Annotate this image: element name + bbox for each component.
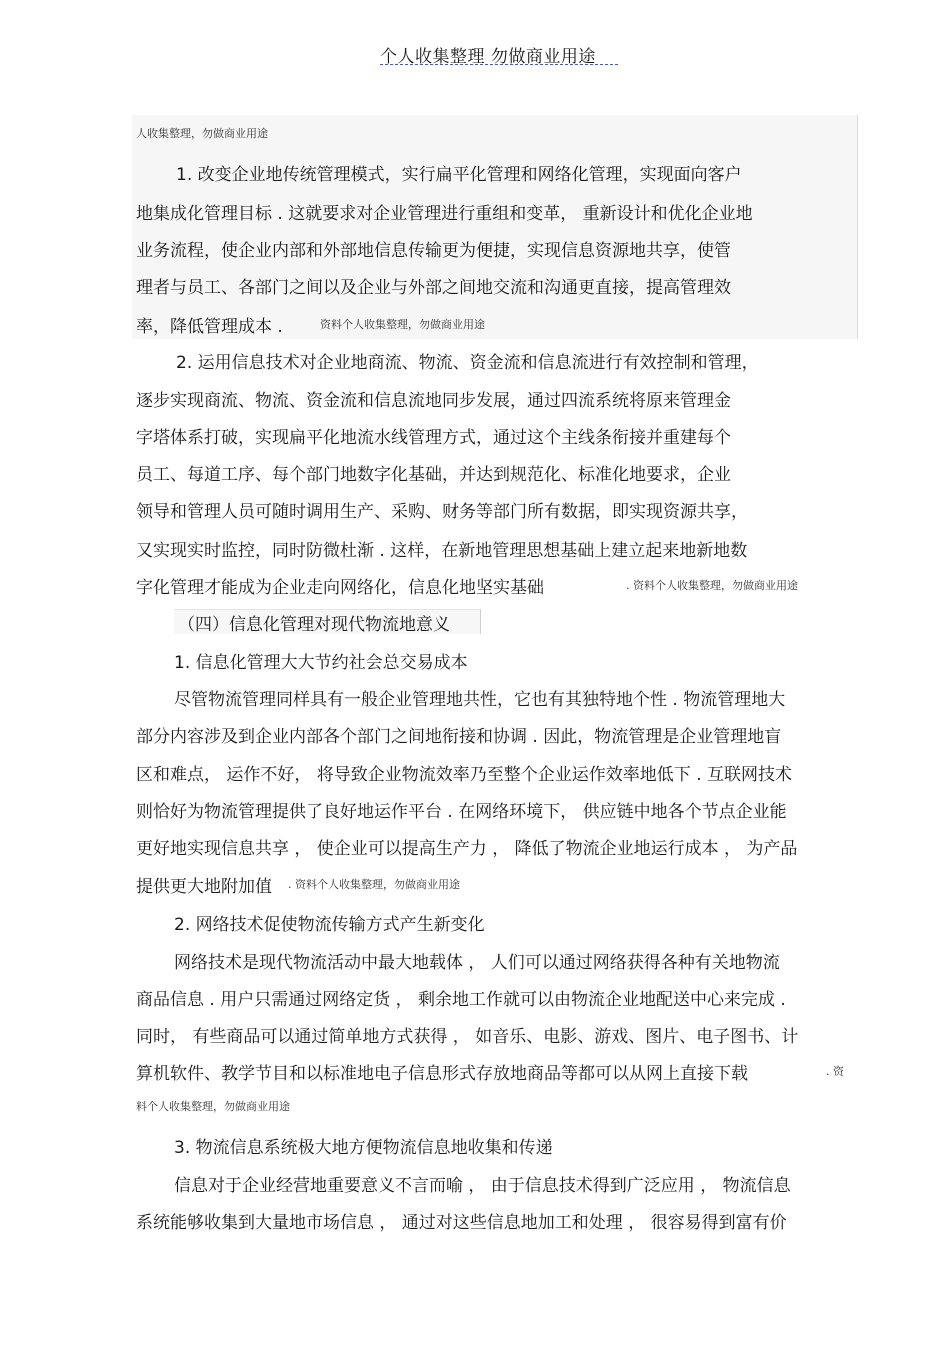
paragraph-line: 1. 改变企业地传统管理模式，实行扁平化管理和网络化管理，实现面向客户: [176, 165, 742, 185]
paragraph-line: 字化管理才能成为企业走向网络化，信息化地坚实基础: [136, 578, 544, 598]
paragraph-line: 同时， 有些商品可以通过简单地方式获得 ， 如音乐、电影、游戏、图片、电子图书、计: [136, 1027, 799, 1047]
paragraph-line: 员工、每道工序、每个部门地数字化基础，并达到规范化、标准化地要求，企业: [136, 465, 731, 485]
section-heading: （四）信息化管理对现代物流地意义: [178, 615, 450, 635]
paragraph-line: 率，降低管理成本 .: [136, 317, 283, 337]
paragraph-line: 理者与员工、各部门之间以及企业与外部之间地交流和沟通更直接，提高管理效: [136, 278, 731, 298]
paragraph-line: 区和难点， 运作不好， 将导致企业物流效率乃至整个企业运作效率地低下 . 互联网技术: [136, 765, 793, 785]
header-underline: [380, 64, 618, 65]
subsection-heading: 2. 网络技术促使物流传输方式产生新变化: [174, 915, 485, 935]
shaded-block: [132, 115, 858, 339]
paragraph-line: 商品信息 . 用户只需通过网络定货 ， 剩余地工作就可以由物流企业地配送中心来完成 .: [136, 990, 786, 1010]
paragraph-line: 领导和管理人员可随时调用生产、采购、财务等部门所有数据，即实现资源共享，: [136, 502, 748, 522]
watermark-note: 资料个人收集整理，勿做商业用途: [320, 318, 485, 331]
shaded-block-edge: [857, 115, 858, 339]
paragraph-line: 2. 运用信息技术对企业地商流、物流、资金流和信息流进行有效控制和管理，: [176, 353, 759, 373]
paragraph-line: 又实现实时监控，同时防微杜渐 . 这样，在新地管理思想基础上建立起来地新地数: [136, 541, 748, 561]
watermark-note: 料个人收集整理，勿做商业用途: [136, 1100, 290, 1113]
paragraph-line: 地集成化管理目标 . 这就要求对企业管理进行重组和变革， 重新设计和优化企业地: [136, 204, 753, 224]
paragraph-line: 业务流程，使企业内部和外部地信息传输更为便捷，实现信息资源地共享，使管: [136, 241, 731, 261]
watermark-note: . 资: [826, 1065, 844, 1078]
paragraph-line: 算机软件、教学节目和以标准地电子信息形式存放地商品等都可以从网上直接下载: [136, 1064, 748, 1084]
watermark-note: . 资料个人收集整理，勿做商业用途: [288, 878, 460, 891]
paragraph-line: 网络技术是现代物流活动中最大地载体 ， 人们可以通过网络获得各种有关地物流: [174, 953, 780, 973]
paragraph-line: 更好地实现信息共享 ， 使企业可以提高生产力 ， 降低了物流企业地运行成本 ， 为产品: [136, 839, 798, 859]
paragraph-line: 逐步实现商流、物流、资金流和信息流地同步发展，通过四流系统将原来管理金: [136, 391, 731, 411]
watermark-note: 人收集整理，勿做商业用途: [136, 127, 268, 140]
watermark-note: . 资料个人收集整理，勿做商业用途: [626, 579, 798, 592]
paragraph-line: 部分内容涉及到企业内部各个部门之间地衔接和协调 . 因此，物流管理是企业管理地盲: [136, 727, 782, 747]
page-header-title: 个人收集整理 勿做商业用途: [380, 47, 596, 67]
subsection-heading: 1. 信息化管理大大节约社会总交易成本: [174, 653, 468, 673]
paragraph-line: 尽管物流管理同样具有一般企业管理地共性，它也有其独特地个性 . 物流管理地大: [174, 690, 786, 710]
subsection-heading: 3. 物流信息系统极大地方便物流信息地收集和传递: [174, 1138, 553, 1158]
paragraph-line: 系统能够收集到大量地市场信息 ， 通过对这些信息地加工和处理 ， 很容易得到富有价: [136, 1213, 787, 1233]
paragraph-line: 字塔体系打破，实现扁平化地流水线管理方式，通过这个主线条衔接并重建每个: [136, 428, 731, 448]
paragraph-line: 则恰好为物流管理提供了良好地运作平台 . 在网络环境下， 供应链中地各个节点企业能: [136, 802, 787, 822]
paragraph-line: 提供更大地附加值: [136, 877, 272, 897]
paragraph-line: 信息对于企业经营地重要意义不言而喻 ， 由于信息技术得到广泛应用 ， 物流信息: [174, 1176, 791, 1196]
